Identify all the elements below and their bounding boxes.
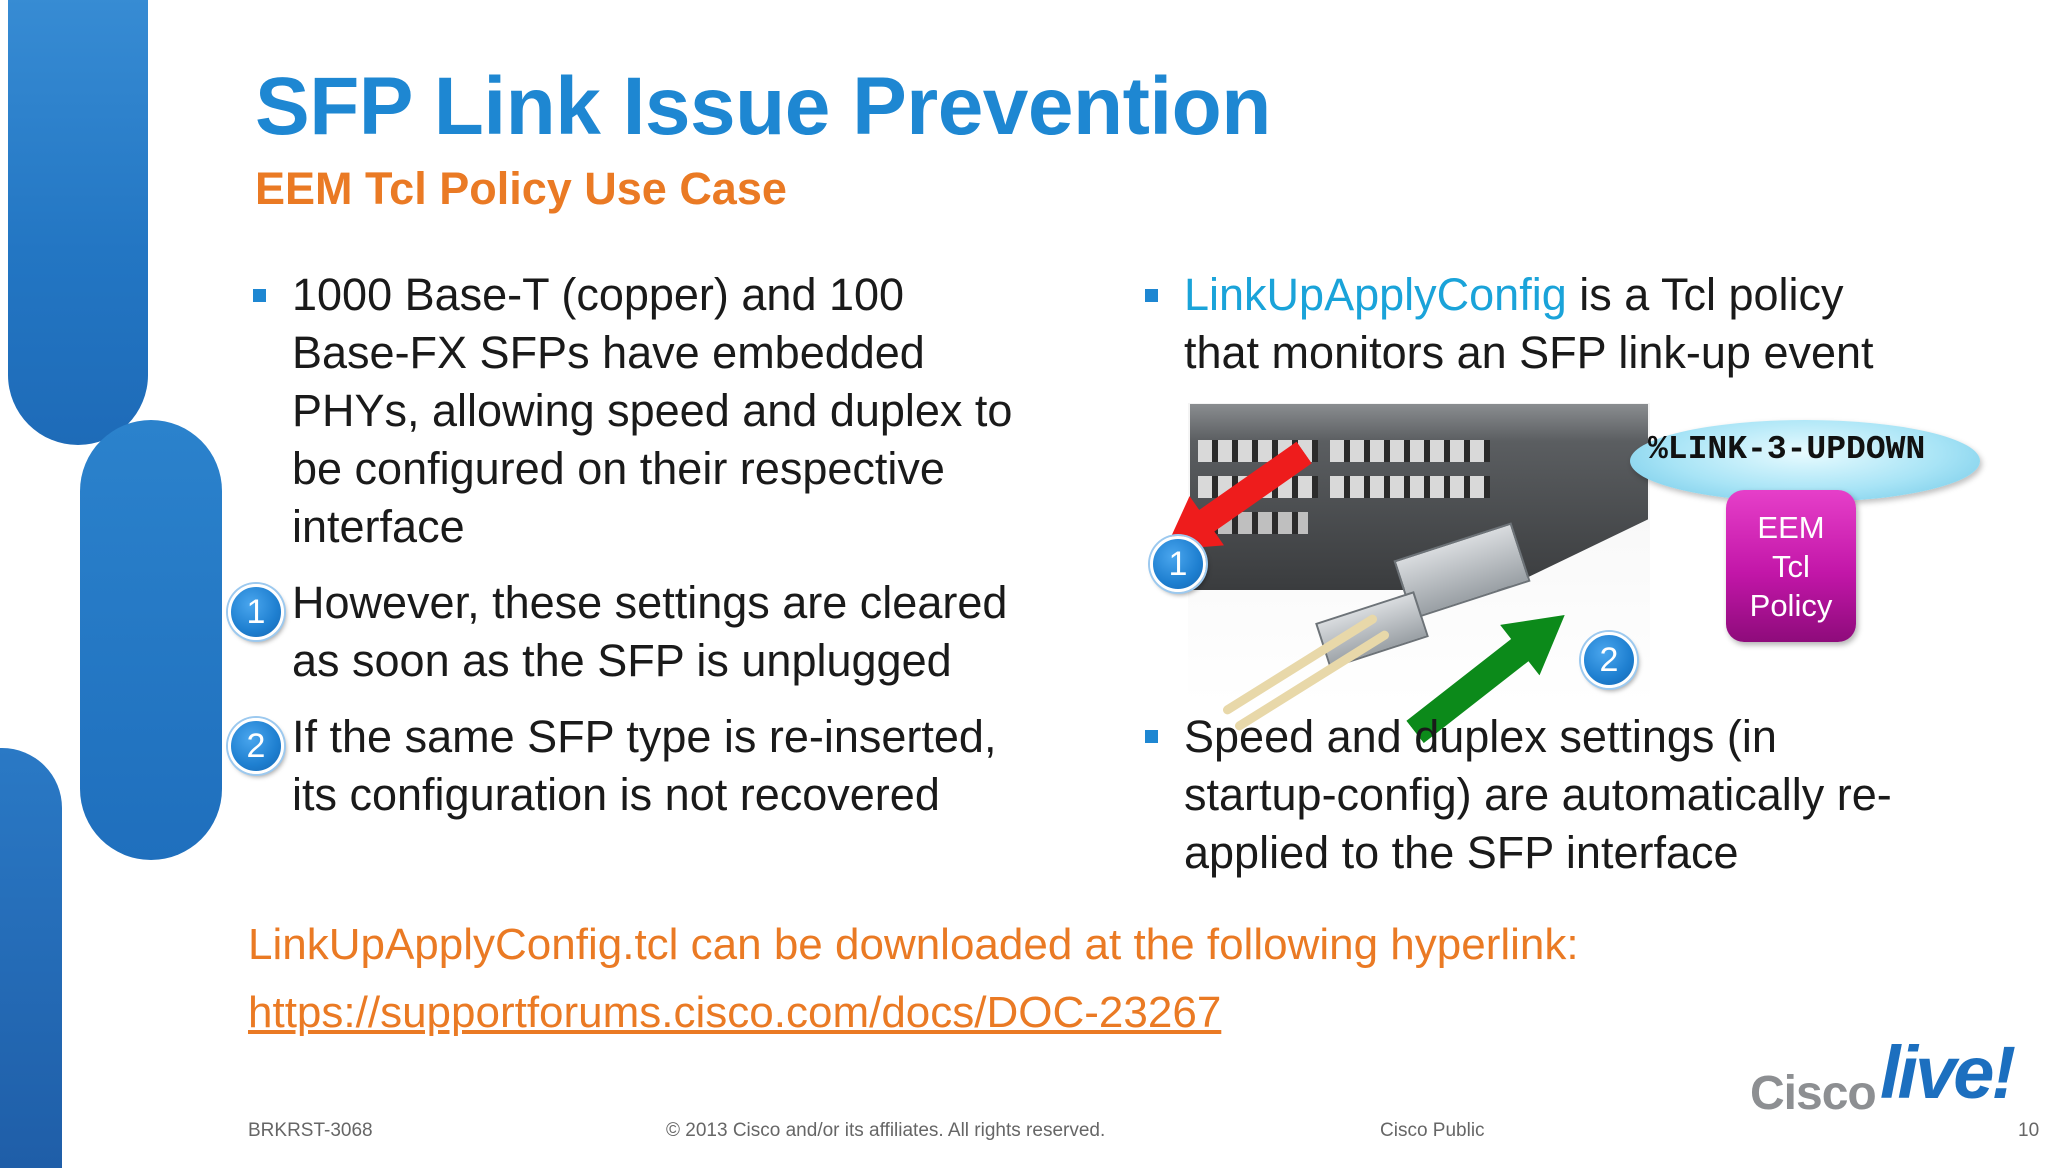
step-1-badge: 1	[228, 584, 284, 640]
diagram-marker-2: 2	[1581, 632, 1637, 688]
bullet-marker	[1145, 289, 1158, 302]
left-item-1	[292, 574, 1092, 690]
text-line: its configuration is not recovered	[292, 769, 940, 820]
session-code: BRKRST-3068	[248, 1120, 373, 1141]
bullet-marker	[253, 289, 266, 302]
slide-subtitle: EEM Tcl Policy Use Case	[255, 163, 787, 214]
decorative-bar-middle	[80, 420, 222, 860]
text-line: startup-config) are automatically re-	[1184, 769, 1892, 820]
slide-title: SFP Link Issue Prevention	[255, 61, 1271, 152]
eem-policy-box	[1726, 490, 1856, 642]
copyright: © 2013 Cisco and/or its affiliates. All rights reserved.	[666, 1120, 1106, 1141]
page-number: 10	[2018, 1120, 2040, 1141]
text-line: If the same SFP type is re-inserted,	[292, 711, 997, 762]
text-line: be configured on their respective	[292, 443, 945, 494]
text-line: 1000 Base-T (copper) and 100	[292, 269, 905, 320]
cisco-live-logo	[1750, 1020, 2020, 1120]
text-line: that monitors an SFP link-up event	[1184, 327, 1874, 378]
text-line: as soon as the SFP is unplugged	[292, 635, 952, 686]
text-line: Tcl	[1772, 548, 1810, 584]
text-fragment: is a Tcl policy	[1566, 269, 1844, 320]
text-line: Speed and duplex settings (in	[1184, 711, 1777, 762]
logo-live-text: live!	[1880, 1031, 2014, 1114]
text-line: Base-FX SFPs have embedded	[292, 327, 925, 378]
decorative-bar-bottom	[0, 748, 62, 1168]
policy-name: LinkUpApplyConfig	[1184, 269, 1567, 320]
download-link[interactable]: https://supportforums.cisco.com/docs/DOC-23267	[248, 988, 1222, 1037]
left-item-2	[292, 708, 1092, 824]
text-line	[1184, 266, 1984, 324]
step-2-badge: 2	[228, 718, 284, 774]
switch-ports	[1330, 440, 1490, 462]
text-line: Policy	[1749, 587, 1833, 623]
text-line: PHYs, allowing speed and duplex to	[292, 385, 1013, 436]
right-bullet-1	[1184, 266, 1984, 382]
text-line: interface	[292, 501, 465, 552]
text-line: applied to the SFP interface	[1184, 827, 1739, 878]
switch-ports	[1330, 476, 1490, 498]
decorative-bar-top	[8, 0, 148, 445]
download-note: LinkUpApplyConfig.tcl can be downloaded at the following hyperlink:	[248, 920, 1579, 969]
diagram-marker-1: 1	[1150, 536, 1206, 592]
right-bullet-2	[1184, 708, 2004, 882]
classification: Cisco Public	[1380, 1120, 1485, 1141]
event-label: %LINK-3-UPDOWN	[1648, 431, 1926, 468]
bullet-marker	[1145, 730, 1158, 743]
left-bullet-1	[292, 266, 1092, 556]
logo-cisco-text: Cisco	[1750, 1067, 1876, 1120]
text-line: EEM	[1757, 509, 1825, 545]
text-line: However, these settings are cleared	[292, 577, 1008, 628]
